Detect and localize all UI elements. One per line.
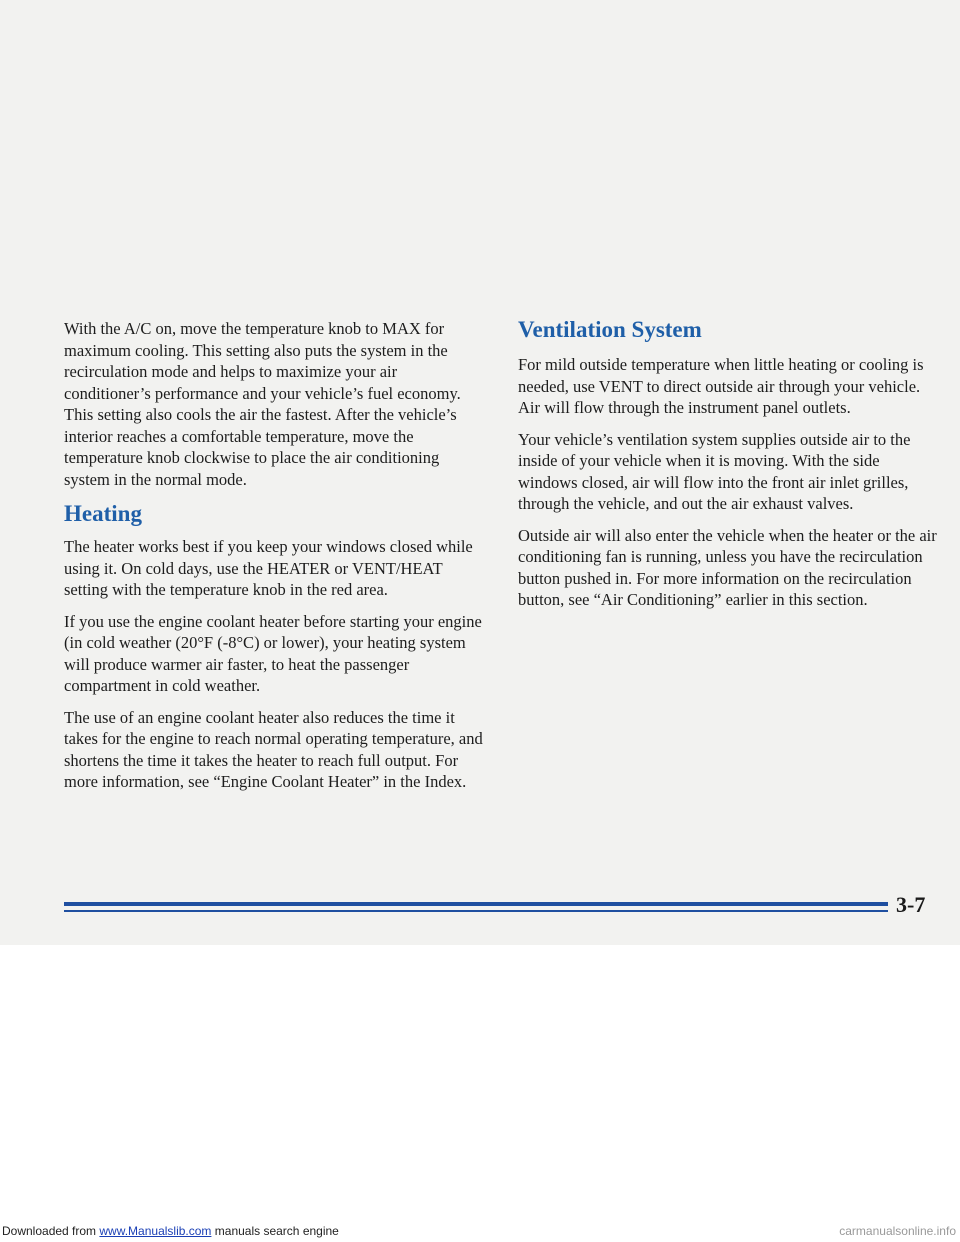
heating-heading: Heating (64, 501, 142, 526)
heating-paragraph-3: The use of an engine coolant heater also reduces the time it takes for the engine to reach normal operating temperature, and shortens the time it takes the heater to reach full output. For more information, see “Engine Coolant Heater” in the Index. (64, 707, 483, 791)
intro-paragraph: With the A/C on, move the temperature knob to MAX for maximum cooling. This setting also puts the system in the recirculation mode and helps to maximize your air conditioner’s performance and your vehicle’s fuel economy. This setting also cools the air the fastest. After the vehicle’s interior reaches a comfortable temperature, move the temperature knob clockwise to place the air conditioning system in the normal mode. (64, 319, 461, 489)
footer-rule-thin (64, 910, 888, 912)
page-number: 3-7 (896, 892, 926, 917)
ventilation-paragraph-1: For mild outside temperature when little heating or cooling is needed, use VENT to direct outside air through your vehicle. Air will flow through the instrument panel outlets. (518, 355, 924, 417)
manualslib-link[interactable]: www.Manualslib.com (99, 1224, 212, 1238)
left-column (64, 318, 484, 803)
ventilation-paragraph-3: Outside air will also enter the vehicle when the heater or the air conditioning fan is running, unless you have the recirculation button pushed in. For more information on the recirculation button, see “Air Conditioning” earlier in this section. (518, 525, 937, 609)
heating-paragraph-2: If you use the engine coolant heater before starting your engine (in cold weather (20°F (-8°C) or lower), your heating system will produce warmer air faster, to heat the passenger compartment in cold weather. (64, 611, 482, 695)
right-column (518, 318, 943, 621)
footer-rule-thick (64, 902, 888, 906)
heating-paragraph-1: The heater works best if you keep your windows closed while using it. On cold days, use the HEATER or VENT/HEAT setting with the temperature knob in the red area. (64, 537, 473, 599)
ventilation-paragraph-2: Your vehicle’s ventilation system supplies outside air to the inside of your vehicle when it is moving. With the side windows closed, air will flow into the front air inlet grilles, through the vehicle, and out the air exhaust valves. (518, 429, 911, 513)
footer-suffix: manuals search engine (211, 1224, 339, 1238)
footer-watermark: carmanualsonline.info (839, 1224, 956, 1238)
footer-source (2, 1224, 339, 1238)
footer-prefix: Downloaded from (2, 1224, 100, 1238)
ventilation-heading: Ventilation System (518, 317, 702, 342)
